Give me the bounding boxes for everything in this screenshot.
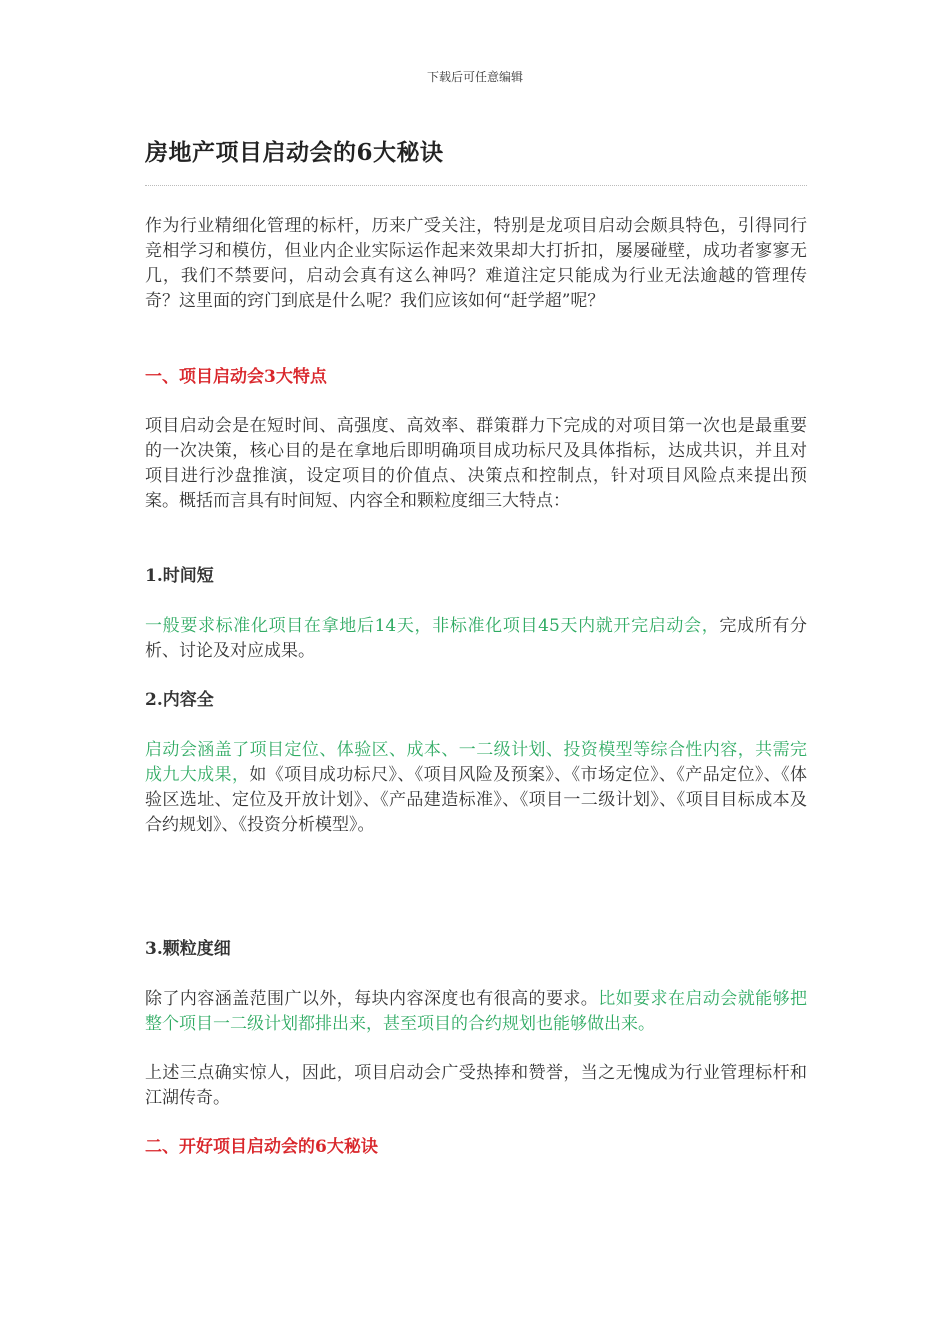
section-heading-features: 一、项目启动会3大特点 — [145, 367, 327, 387]
body-text: 完成所有分析、讨论及对应成果。 — [145, 616, 808, 661]
highlight-text: 一般要求标准化项目在拿地后14天，非标准化项目45天内就开完启动会， — [145, 616, 720, 636]
point-heading-fine-granularity: 3.颗粒度细 — [145, 939, 231, 959]
point-paragraph-fine-granularity — [145, 987, 807, 1037]
point-heading-short-time: 1.时间短 — [145, 566, 214, 586]
point-paragraph-short-time — [145, 614, 807, 664]
article — [145, 130, 808, 1157]
header-note: 下载后可任意编辑 — [426, 70, 523, 84]
highlight-text: 启动会涵盖了项目定位、体验区、成本、一二级计划、投资模型等综合性内容，共需完成九大成果， — [145, 740, 807, 785]
body-text: 如《项目成功标尺》、《项目风险及预案》、《市场定位》、《产品定位》、《体验区选址、定位及开放计划》、《产品建造标准》、《项目一二级计划》、《项目目标成本及合约规划》、《投资分析模型》。 — [145, 765, 808, 835]
body-text: 除了内容涵盖范围广以外，每块内容深度也有很高的要求。 — [145, 989, 599, 1009]
section-heading-secrets: 二、开好项目启动会的6大秘诀 — [145, 1137, 378, 1157]
point-paragraph-full-content — [145, 738, 807, 838]
title-divider — [145, 185, 807, 186]
summary-paragraph: 上述三点确实惊人，因此，项目启动会广受热捧和赞誉，当之无愧成为行业管理标杆和江湖传奇。 — [145, 1063, 807, 1108]
intro-paragraph: 作为行业精细化管理的标杆，历来广受关注，特别是龙项目启动会颇具特色，引得同行竞相学习和模仿，但业内企业实际运作起来效果却大打折扣，屡屡碰壁，成功者寥寥无几，我们不禁要问，启动会真有这么神吗？难道注定只能成为行业无法逾越的管理传奇？这里面的窍门到底是什么呢？我们应该如何“赶学超”呢？ — [145, 216, 807, 311]
point-heading-full-content: 2.内容全 — [145, 690, 214, 710]
highlight-text: 比如要求在启动会就能够把整个项目一二级计划都排出来，甚至项目的合约规划也能够做出来。 — [145, 989, 808, 1034]
article-title: 房地产项目启动会的6大秘诀 — [145, 139, 444, 166]
features-paragraph: 项目启动会是在短时间、高强度、高效率、群策群力下完成的对项目第一次也是最重要的一次决策，核心目的是在拿地后即明确项目成功标尺及具体指标，达成共识，并且对项目进行沙盘推演，设定项目的价值点、决策点和控制点，针对项目风险点来提出预案。概括而言具有时间短、内容全和颗粒度细三大特点： — [145, 416, 807, 511]
